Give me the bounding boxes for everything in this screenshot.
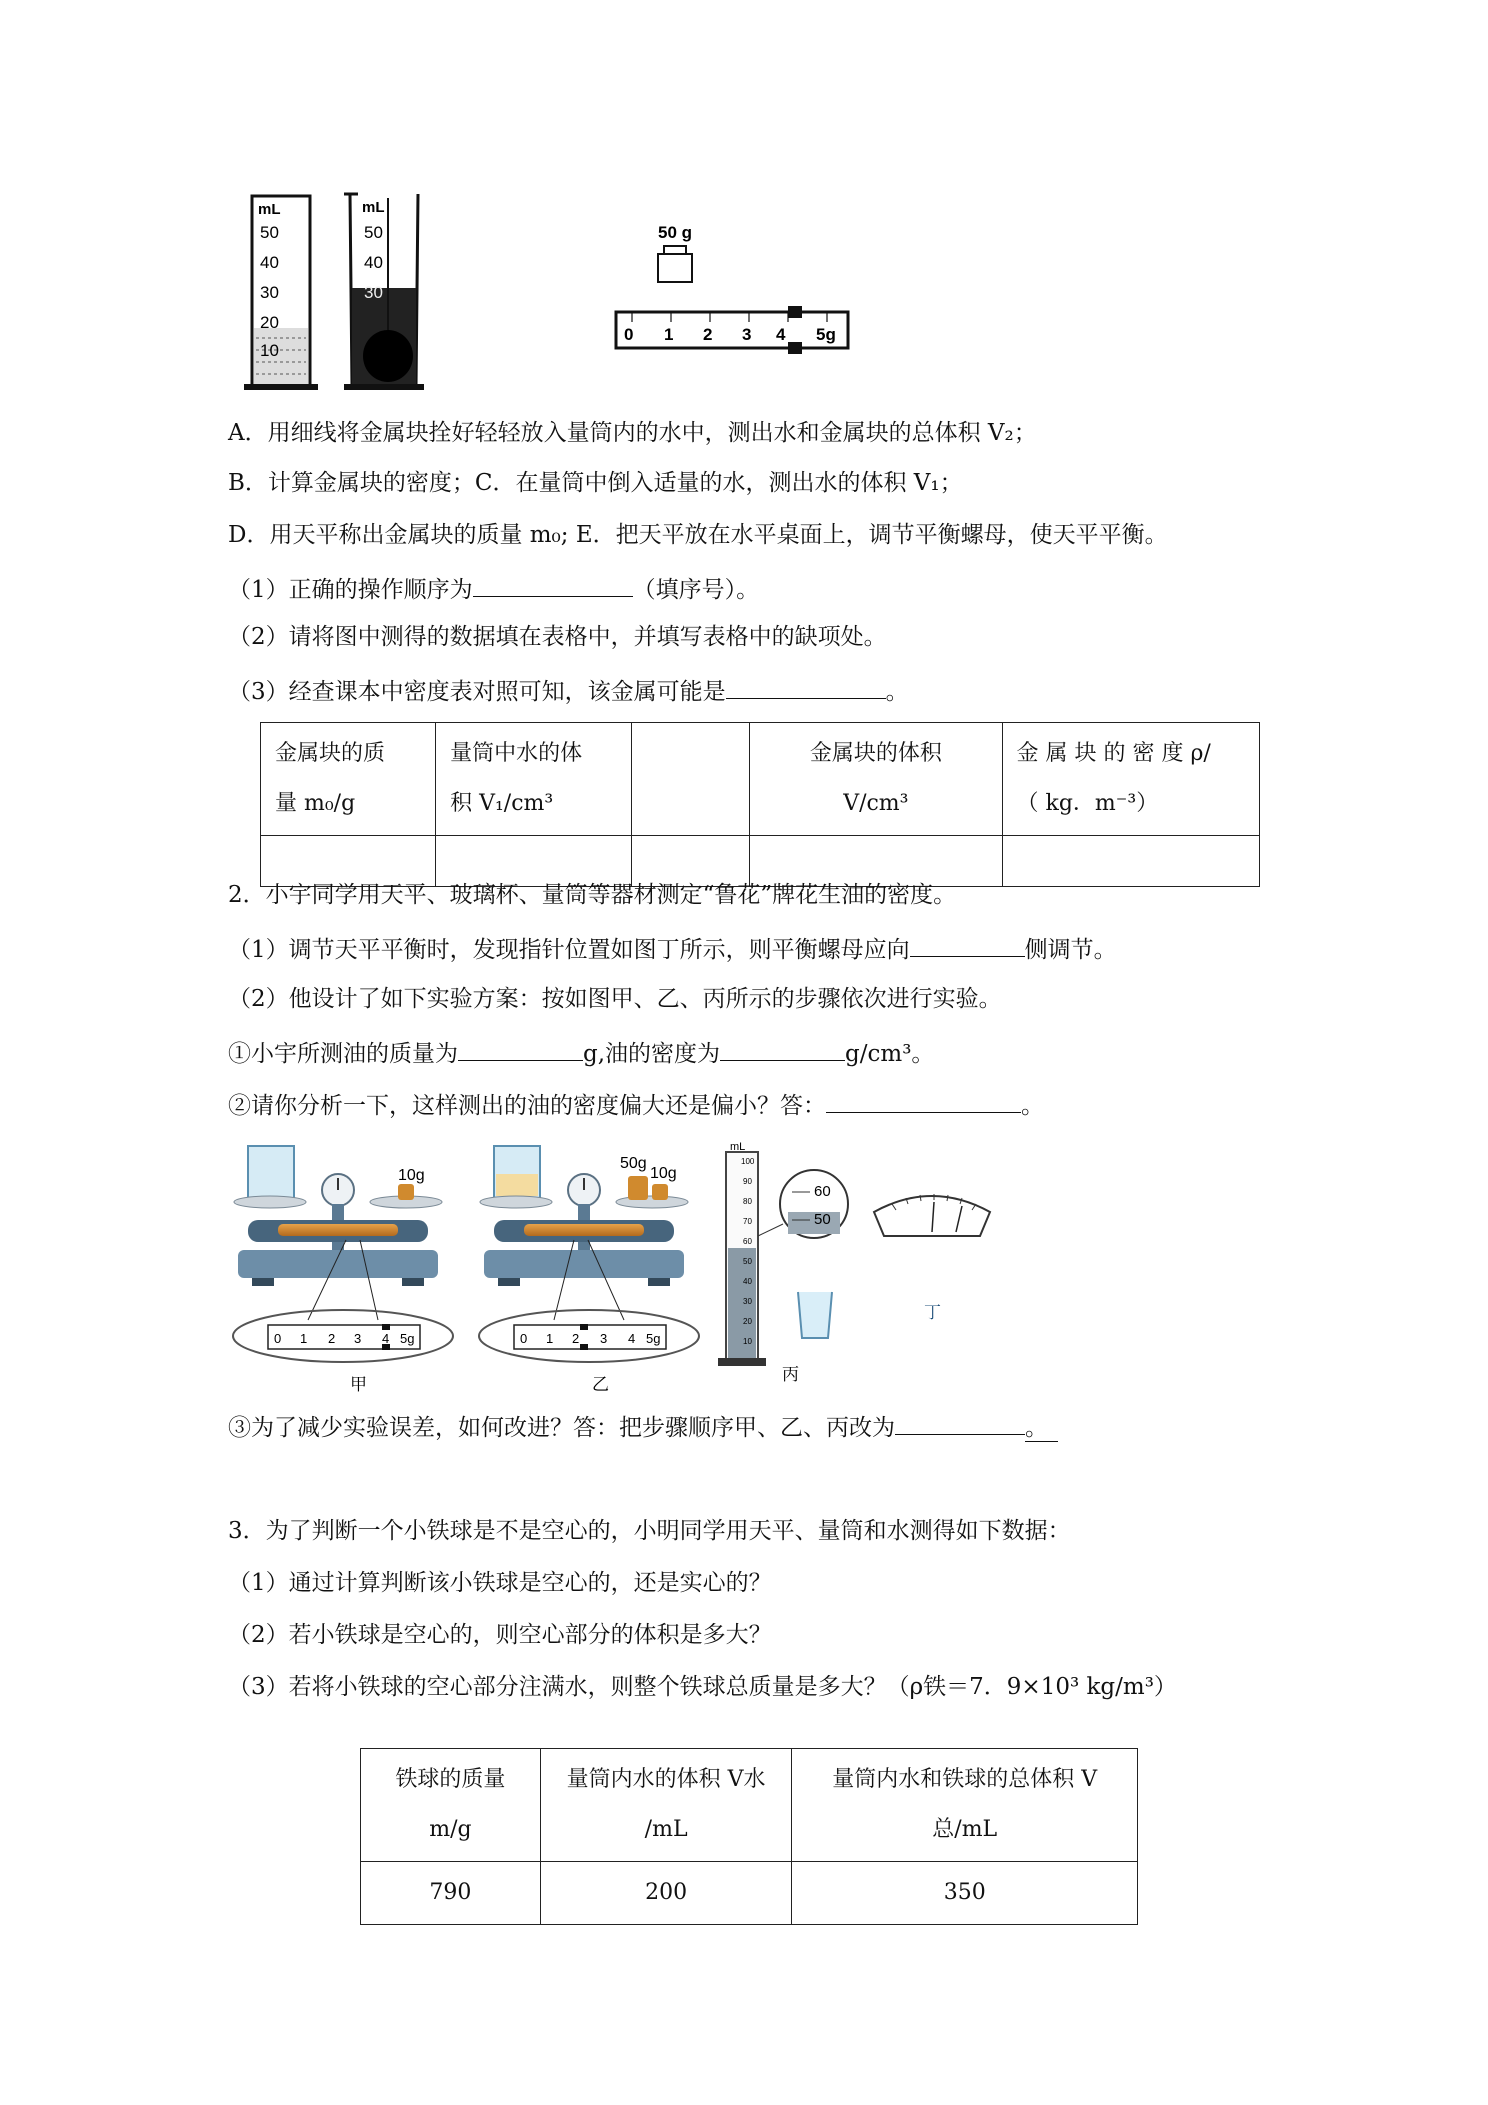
q1-step-a: A．用细线将金属块拴好轻轻放入量筒内的水中，测出水和金属块的总体积 V₂； bbox=[228, 420, 1037, 446]
cyl2-tick: 30 bbox=[364, 283, 383, 302]
scale-tick: 2 bbox=[328, 1331, 336, 1346]
q2-sub1-prefix: （1）调节天平平衡时，发现指针位置如图丁所示，则平衡螺母应向 bbox=[228, 937, 910, 963]
cyl-tick: 50 bbox=[743, 1257, 752, 1266]
header-cell-density: 金 属 块 的 密 度 ρ/ （ kg．m⁻³） bbox=[1002, 723, 1260, 836]
q2-c3-prefix: ③为了减少实验误差，如何改进？答：把步骤顺序甲、乙、丙改为 bbox=[228, 1415, 895, 1441]
q2-c1-a: ①小宇所测油的质量为 bbox=[228, 1041, 458, 1067]
header-cell-block-volume: 金属块的体积 V/cm³ bbox=[750, 723, 1002, 836]
label-jia: 甲 bbox=[350, 1375, 367, 1394]
q2-c2 bbox=[228, 1088, 1044, 1121]
q1-step-bc: B．计算金属块的密度；C．在量筒中倒入适量的水，测出水的体积 V₁； bbox=[228, 470, 963, 496]
cyl-tick: 30 bbox=[743, 1297, 752, 1306]
q2-c1-b: g,油的密度为 bbox=[583, 1041, 721, 1067]
q1-step-de: D．用天平称出金属块的质量 m₀; E．把天平放在水平桌面上，调节平衡螺母，使天平平衡。 bbox=[228, 522, 1168, 548]
jia-weight: 10g bbox=[398, 1167, 425, 1184]
q1-answer-blank-order[interactable] bbox=[473, 572, 633, 597]
table-cell[interactable] bbox=[436, 836, 632, 887]
yi-weight-10g: 10g bbox=[650, 1165, 677, 1182]
q2-sub1-suffix: 侧调节。 bbox=[1024, 937, 1117, 963]
cylinder-with-water bbox=[244, 196, 318, 390]
header-cell-water-volume: 量筒中水的体 积 V₁/cm³ bbox=[436, 723, 632, 836]
q2-c3-suffix: 。 bbox=[1025, 1415, 1058, 1442]
q1-sub3 bbox=[228, 674, 909, 707]
q2-c1 bbox=[228, 1036, 934, 1069]
q2-c2-suffix: 。 bbox=[1021, 1093, 1044, 1119]
cyl-tick: 90 bbox=[743, 1177, 752, 1186]
cyl1-unit: mL bbox=[258, 201, 281, 218]
cyl1-tick: 30 bbox=[260, 283, 279, 302]
q3-data-table bbox=[360, 1748, 1138, 1925]
label-bing: 丙 bbox=[782, 1365, 799, 1384]
table-row bbox=[261, 836, 1260, 887]
cyl-tick: 80 bbox=[743, 1197, 752, 1206]
cylinder-with-metal-block bbox=[344, 194, 424, 390]
cylinder-bing bbox=[718, 1141, 848, 1384]
label-ding: 丁 bbox=[924, 1303, 941, 1322]
cyl1-tick: 50 bbox=[260, 223, 279, 242]
q1-sub2: （2）请将图中测得的数据填在表格中，并填写表格中的缺项处。 bbox=[228, 624, 887, 650]
scale-tick: 0 bbox=[624, 325, 634, 344]
q1-sub3-suffix: 。 bbox=[885, 679, 909, 705]
cyl-tick: 60 bbox=[743, 1237, 752, 1246]
scale-tick: 4 bbox=[628, 1331, 636, 1346]
table-cell[interactable] bbox=[631, 836, 749, 887]
table-cell[interactable] bbox=[750, 836, 1002, 887]
cyl1-tick: 10 bbox=[260, 341, 279, 360]
q2-answer-blank-mass[interactable] bbox=[458, 1036, 583, 1061]
table-cell[interactable] bbox=[1002, 836, 1260, 887]
q2-figure bbox=[228, 1140, 1048, 1400]
scale-tick: 5g bbox=[646, 1331, 661, 1346]
balance-scale-bar bbox=[616, 306, 848, 354]
scale-tick: 3 bbox=[600, 1331, 608, 1346]
cyl-tick: 10 bbox=[743, 1337, 752, 1346]
q1-answer-blank-metal[interactable] bbox=[726, 674, 886, 699]
cyl2-unit: mL bbox=[362, 199, 385, 216]
table-cell-total: 350 bbox=[792, 1862, 1138, 1925]
q2-sub2: （2）他设计了如下实验方案：按如图甲、乙、丙所示的步骤依次进行实验。 bbox=[228, 986, 1002, 1012]
label-yi: 乙 bbox=[592, 1375, 609, 1394]
scale-tick: 5g bbox=[816, 325, 836, 344]
q3-sub2: （2）若小铁球是空心的，则空心部分的体积是多大？ bbox=[228, 1622, 772, 1648]
q3-sub3: （3）若将小铁球的空心部分注满水，则整个铁球总质量是多大？（ρ铁＝7．9×10³ kg/m³） bbox=[228, 1674, 1177, 1700]
q1-data-table bbox=[260, 722, 1260, 887]
table-row bbox=[361, 1862, 1138, 1925]
scale-tick: 1 bbox=[664, 325, 674, 344]
q1-figure bbox=[240, 188, 880, 398]
zoom-tick: 60 bbox=[814, 1183, 831, 1200]
q2-sub1 bbox=[228, 932, 1117, 965]
scale-tick: 2 bbox=[572, 1331, 580, 1346]
cyl-unit: mL bbox=[730, 1141, 746, 1153]
scale-tick: 4 bbox=[776, 325, 786, 344]
weight-50g bbox=[658, 223, 692, 282]
q2-c1-c: g/cm³。 bbox=[845, 1041, 935, 1067]
cyl-tick: 70 bbox=[743, 1217, 752, 1226]
header-cell-mass: 金属块的质 量 m₀/g bbox=[261, 723, 436, 836]
q1-sub1 bbox=[228, 572, 759, 605]
scale-tick: 4 bbox=[382, 1331, 390, 1346]
q2-c3 bbox=[228, 1410, 1058, 1443]
q2-c2-prefix: ②请你分析一下，这样测出的油的密度偏大还是偏小？答： bbox=[228, 1093, 826, 1119]
cyl-tick: 40 bbox=[743, 1277, 752, 1286]
q2-answer-blank-order[interactable] bbox=[895, 1410, 1025, 1435]
cyl1-tick: 20 bbox=[260, 313, 279, 332]
header-cell-water-volume: 量筒内水的体积 V水 /mL bbox=[540, 1749, 792, 1862]
table-header-row bbox=[261, 723, 1260, 836]
yi-weight-50g: 50g bbox=[620, 1155, 647, 1172]
table-header-row bbox=[361, 1749, 1138, 1862]
scale-tick: 0 bbox=[274, 1331, 282, 1346]
cyl-tick: 20 bbox=[743, 1317, 752, 1326]
cyl2-tick: 50 bbox=[364, 223, 383, 242]
balance-yi bbox=[479, 1146, 699, 1394]
q3-intro: 3．为了判断一个小铁球是不是空心的，小明同学用天平、量筒和水测得如下数据： bbox=[228, 1518, 1071, 1544]
table-cell-mass: 790 bbox=[361, 1862, 541, 1925]
header-cell-total-volume: 量筒内水和铁球的总体积 V 总/mL bbox=[792, 1749, 1138, 1862]
scale-tick: 3 bbox=[354, 1331, 362, 1346]
header-cell-ball-mass: 铁球的质量 m/g bbox=[361, 1749, 541, 1862]
scale-tick: 2 bbox=[703, 325, 713, 344]
table-cell-water: 200 bbox=[540, 1862, 792, 1925]
scale-tick: 1 bbox=[546, 1331, 554, 1346]
scale-tick: 3 bbox=[742, 325, 752, 344]
q1-sub1-suffix: （填序号）。 bbox=[632, 577, 760, 603]
pointer-dial-ding bbox=[874, 1194, 990, 1322]
q1-sub3-prefix: （3）经查课本中密度表对照可知，该金属可能是 bbox=[228, 679, 726, 705]
weight-label: 50 g bbox=[658, 223, 693, 242]
q2-answer-blank-bias[interactable] bbox=[826, 1088, 1021, 1113]
balance-jia bbox=[233, 1146, 453, 1394]
table-cell[interactable] bbox=[261, 836, 436, 887]
scale-tick: 0 bbox=[520, 1331, 528, 1346]
q2-answer-blank-side[interactable] bbox=[910, 932, 1025, 957]
q1-sub1-prefix: （1）正确的操作顺序为 bbox=[228, 577, 473, 603]
cyl-tick: 100 bbox=[741, 1157, 755, 1166]
cyl1-tick: 40 bbox=[260, 253, 279, 272]
q3-sub1: （1）通过计算判断该小铁球是空心的，还是实心的？ bbox=[228, 1570, 772, 1596]
q2-answer-blank-density[interactable] bbox=[720, 1036, 845, 1061]
zoom-tick: 50 bbox=[814, 1211, 831, 1228]
q2-intro: 2．小宇同学用天平、玻璃杯、量筒等器材测定“鲁花”牌花生油的密度。 bbox=[228, 882, 957, 908]
header-cell-missing[interactable] bbox=[631, 723, 749, 836]
cyl2-tick: 40 bbox=[364, 253, 383, 272]
scale-tick: 1 bbox=[300, 1331, 308, 1346]
scale-tick: 5g bbox=[400, 1331, 415, 1346]
